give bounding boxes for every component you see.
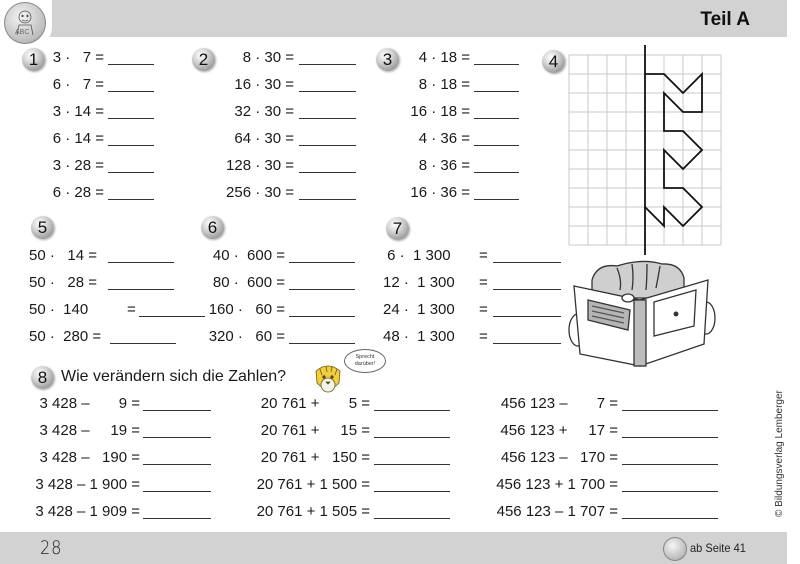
answer-blank[interactable] [110, 343, 176, 344]
svg-text:ABC: ABC [15, 29, 30, 36]
header-bar [0, 0, 787, 37]
answer-blank[interactable] [622, 518, 718, 519]
equation-text: 456 123 + 17 = [500, 422, 618, 439]
equation-text: 20 761 + 1 500 = [256, 476, 370, 493]
equation-text: 3 · 28 = [52, 157, 104, 174]
answer-blank[interactable] [374, 410, 450, 411]
answer-blank[interactable] [299, 118, 356, 119]
answer-blank[interactable] [108, 289, 174, 290]
equation-text: 20 761 + 150 = [260, 449, 370, 466]
equation-text: 8 · 30 = [242, 49, 294, 66]
task-badge-6: 6 [201, 216, 224, 239]
equation-text: 456 123 – 170 = [500, 449, 618, 466]
answer-blank[interactable] [474, 172, 519, 173]
equation-text: 128 · 30 = [226, 157, 294, 174]
answer-blank[interactable] [108, 118, 154, 119]
equation-text: 40 · 600 = [212, 247, 285, 264]
equation-text: 456 123 – 1 707 = [496, 503, 618, 520]
speech-bubble [344, 349, 386, 373]
equation-text: 456 123 + 1 700 = [496, 476, 618, 493]
answer-blank[interactable] [108, 262, 174, 263]
answer-blank[interactable] [474, 145, 519, 146]
equals-sign: = [479, 247, 488, 264]
task-badge-2: 2 [192, 48, 215, 71]
equation-text: 50 · 280 = [29, 328, 102, 345]
answer-blank[interactable] [289, 343, 355, 344]
equation-text: 3 428 – 1 900 = [35, 476, 140, 493]
answer-blank[interactable] [139, 316, 205, 317]
answer-blank[interactable] [474, 91, 519, 92]
answer-blank[interactable] [143, 437, 211, 438]
answer-blank[interactable] [289, 262, 355, 263]
equation-text: 4 · 36 = [418, 130, 470, 147]
equation-text: 20 761 + 1 505 = [256, 503, 370, 520]
task-badge-7: 7 [386, 217, 409, 240]
equation-text: 3 · 14 = [52, 103, 104, 120]
task-8-title: Wie verändern sich die Zahlen? [61, 368, 287, 385]
equation-text: 320 · 60 = [208, 328, 285, 345]
equation-text: 6 · 28 = [52, 184, 104, 201]
equation-text: 20 761 + 15 = [260, 422, 370, 439]
equation-text: 3 428 – 9 = [39, 395, 140, 412]
equals-sign: = [479, 274, 488, 291]
equation-text: 3 428 – 19 = [39, 422, 140, 439]
answer-blank[interactable] [374, 491, 450, 492]
task-badge-4: 4 [542, 50, 565, 73]
equation-text: 256 · 30 = [226, 184, 294, 201]
equation-text: 4 · 18 = [418, 49, 470, 66]
tiger-medal-icon [4, 2, 46, 44]
equation-text: 16 · 18 = [410, 103, 470, 120]
answer-blank[interactable] [108, 145, 154, 146]
answer-blank[interactable] [108, 199, 154, 200]
answer-blank[interactable] [299, 145, 356, 146]
equation-text: 24 · 1 300 [383, 301, 455, 318]
answer-blank[interactable] [622, 437, 718, 438]
page-number: 28 [40, 537, 63, 559]
equation-text: 16 · 30 = [234, 76, 294, 93]
bubble-line-1: Sprecht [355, 354, 375, 360]
task-badge-5: 5 [31, 216, 54, 239]
equation-text: 160 · 60 = [208, 301, 285, 318]
tiger-medal-icon [663, 537, 687, 561]
answer-blank[interactable] [493, 343, 561, 344]
equation-text: 6 · 1 300 [383, 247, 451, 264]
answer-blank[interactable] [622, 491, 718, 492]
page-title: Teil A [700, 9, 750, 30]
answer-blank[interactable] [622, 410, 718, 411]
answer-blank[interactable] [143, 491, 211, 492]
equation-text: 8 · 36 = [418, 157, 470, 174]
equation-text: 50 · 28 = [29, 274, 97, 291]
mirror-grid [560, 40, 740, 255]
equation-text: 6 · 14 = [52, 130, 104, 147]
equation-text: 3 428 – 190 = [39, 449, 140, 466]
answer-blank[interactable] [299, 172, 356, 173]
tiger-head-icon [312, 361, 344, 395]
answer-blank[interactable] [622, 464, 718, 465]
bubble-line-2: darüber! [354, 361, 376, 367]
equation-text: 3 428 – 1 909 = [35, 503, 140, 520]
answer-blank[interactable] [143, 464, 211, 465]
equation-text: 3 · 7 = [52, 49, 104, 66]
answer-blank[interactable] [493, 316, 561, 317]
equation-text: 64 · 30 = [234, 130, 294, 147]
answer-blank[interactable] [374, 437, 450, 438]
answer-blank[interactable] [493, 262, 561, 263]
answer-blank[interactable] [374, 518, 450, 519]
equation-text: 456 123 – 7 = [500, 395, 618, 412]
equation-text: 6 · 7 = [52, 76, 104, 93]
answer-blank[interactable] [474, 64, 519, 65]
equation-text: 20 761 + 5 = [260, 395, 370, 412]
answer-blank[interactable] [108, 91, 154, 92]
equation-text: 48 · 1 300 [383, 328, 455, 345]
answer-blank[interactable] [143, 410, 211, 411]
answer-blank[interactable] [299, 64, 356, 65]
task-badge-1: 1 [22, 48, 45, 71]
answer-blank[interactable] [493, 289, 561, 290]
page-reference: ab Seite 41 [690, 541, 746, 555]
equals-sign: = [479, 328, 488, 345]
copyright-notice: © Bildungsverlag Lemberger [774, 390, 785, 517]
equals-sign: = [479, 301, 488, 318]
answer-blank[interactable] [108, 172, 154, 173]
task-badge-8: 8 [31, 366, 54, 389]
answer-blank[interactable] [474, 118, 519, 119]
answer-blank[interactable] [299, 91, 356, 92]
tiger-reading-book-illustration [562, 258, 722, 368]
equation-text: 80 · 600 = [212, 274, 285, 291]
answer-blank[interactable] [289, 316, 355, 317]
equation-text: 50 · 140 [29, 301, 89, 318]
equation-text: 8 · 18 = [418, 76, 470, 93]
answer-blank[interactable] [374, 464, 450, 465]
equals-sign: = [127, 301, 136, 318]
answer-blank[interactable] [299, 199, 356, 200]
equation-text: 32 · 30 = [234, 103, 294, 120]
equation-text: 16 · 36 = [410, 184, 470, 201]
equation-text: 50 · 14 = [29, 247, 97, 264]
answer-blank[interactable] [474, 199, 519, 200]
equation-text: 12 · 1 300 [383, 274, 455, 291]
answer-blank[interactable] [289, 289, 355, 290]
task-badge-3: 3 [376, 48, 399, 71]
answer-blank[interactable] [143, 518, 211, 519]
answer-blank[interactable] [108, 64, 154, 65]
